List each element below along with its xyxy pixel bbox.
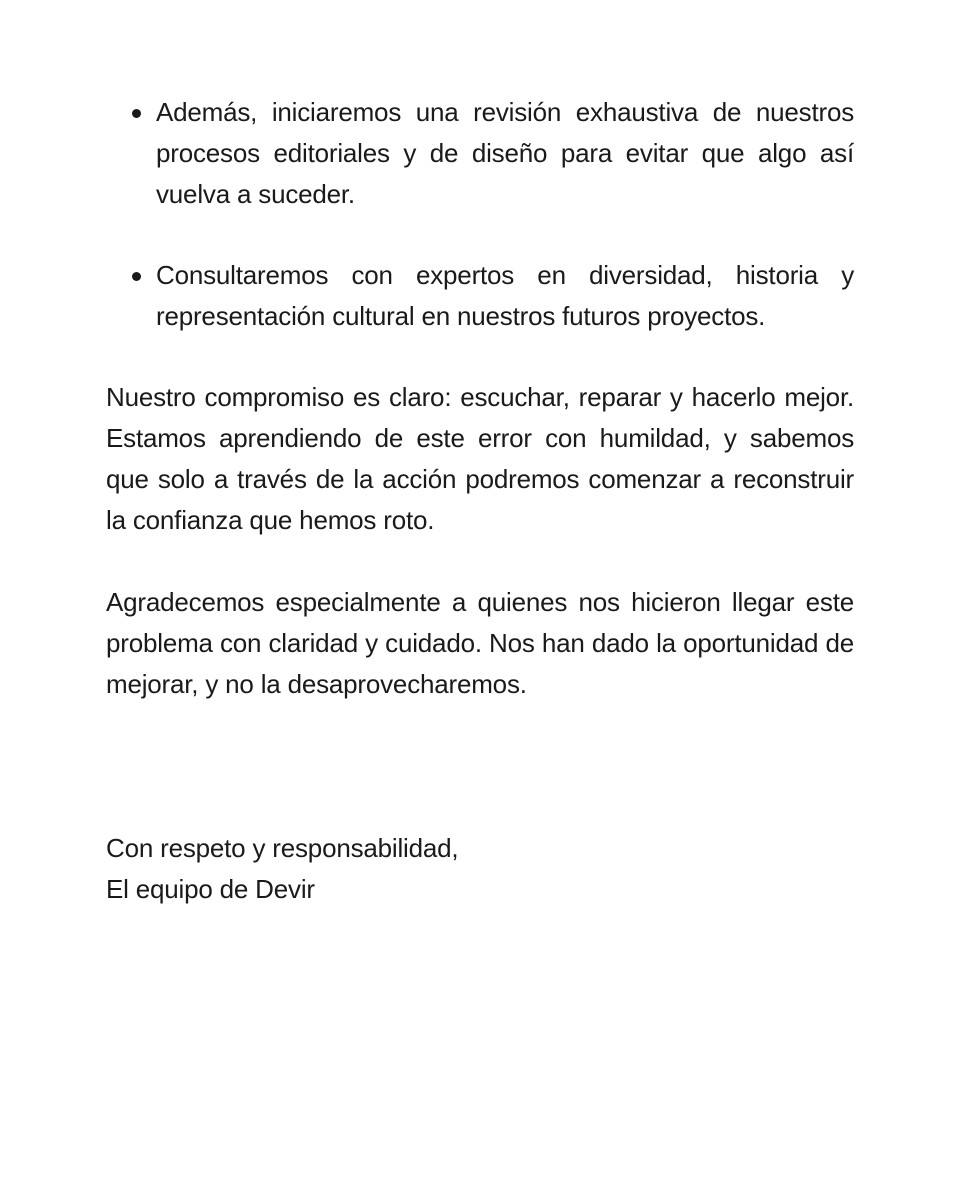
- letter-body: [106, 92, 854, 910]
- list-item: [106, 255, 854, 337]
- closing-block: [106, 828, 854, 910]
- bullet-icon: [132, 109, 141, 118]
- list-item-text: Consultaremos con expertos en diversidad, historia y representación cultural en nuestros futuros proyectos.: [156, 260, 854, 331]
- signature: El equipo de Devir: [106, 874, 315, 904]
- action-list: [106, 92, 854, 337]
- bullet-icon: [132, 272, 141, 281]
- commitment-paragraph: Nuestro compromiso es claro: escuchar, reparar y hacerlo mejor. Estamos aprendiendo de este error con humildad, y sabemos que solo a través de la acción podremos comenzar a reconstruir la confianza que hemos roto.: [106, 382, 854, 535]
- thanks-paragraph: Agradecemos especialmente a quienes nos hicieron llegar este problema con claridad y cuidado. Nos han dado la oportunidad de mejorar, y no la desaprovecharemos.: [106, 587, 854, 699]
- list-item: [106, 92, 854, 215]
- list-item-text: Además, iniciaremos una revisión exhaustiva de nuestros procesos editoriales y de diseño para evitar que algo así vuelva a suceder.: [156, 97, 854, 209]
- closing-salutation: Con respeto y responsabilidad,: [106, 833, 459, 863]
